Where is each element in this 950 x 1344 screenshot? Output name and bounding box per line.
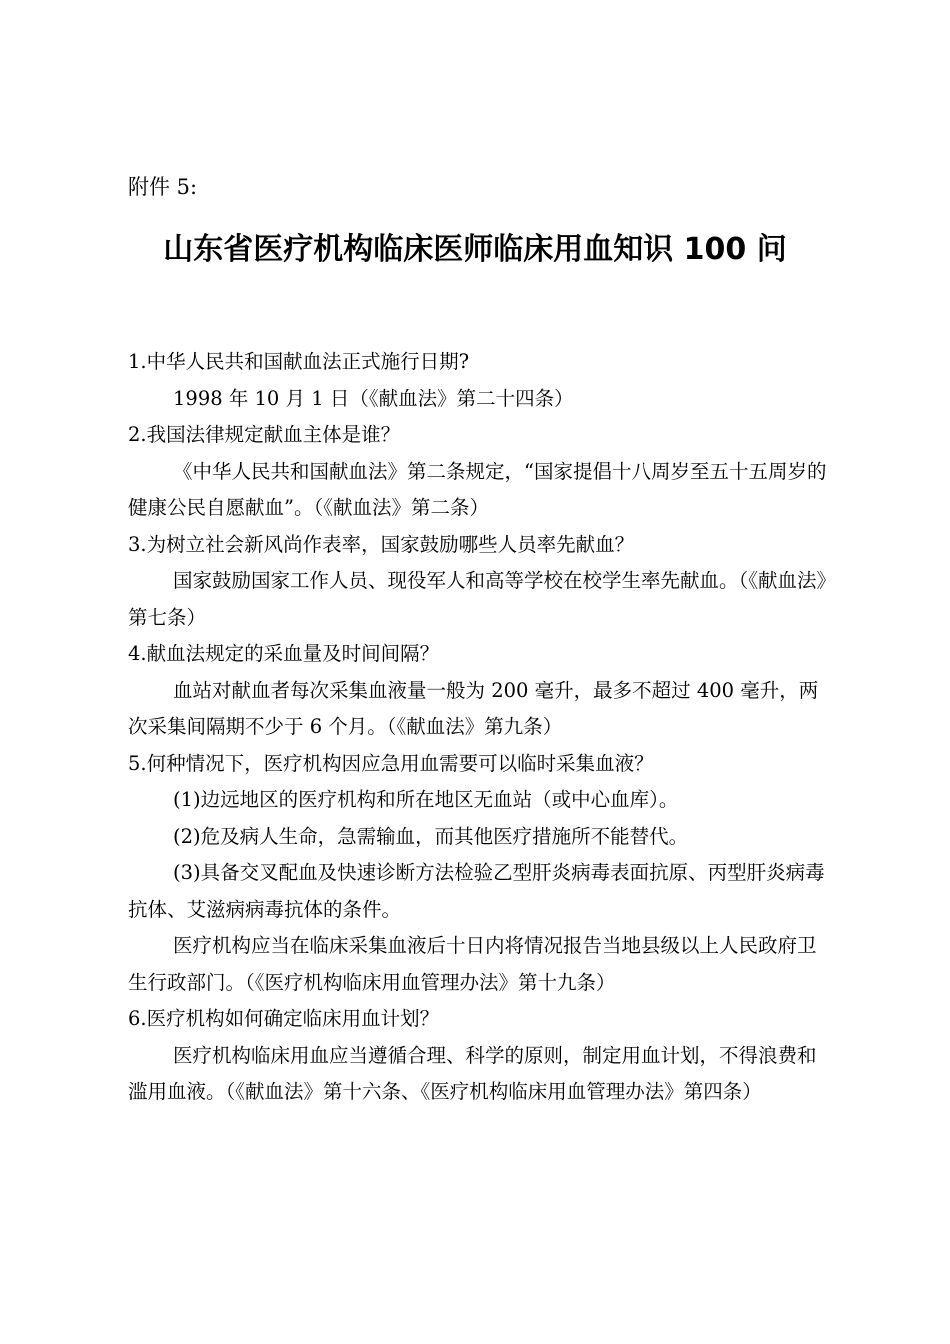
- answer-5-part-3: (3)具备交叉配血及快速诊断方法检验乙型肝炎病毒表面抗原、丙型肝炎病毒抗体、艾滋病病毒抗体的条件。: [128, 861, 825, 921]
- question-1: 1.中华人民共和国献血法正式施行日期?: [128, 350, 470, 373]
- answer-4: 血站对献血者每次采集血液量一般为 200 毫升，最多不超过 400 毫升，两次采集间隔期不少于 6 个月。（《献血法》第九条）: [128, 678, 819, 738]
- qa-list: [128, 344, 828, 1111]
- answer-5-part-2: (2)危及病人生命，急需输血，而其他医疗措施所不能替代。: [173, 824, 689, 848]
- answer-3: 国家鼓励国家工作人员、现役军人和高等学校在校学生率先献血。（《献血法》第七条）: [128, 569, 827, 629]
- question-3: 3.为树立社会新风尚作表率，国家鼓励哪些人员率先献血？: [128, 532, 635, 556]
- answer-1: 1998 年 10 月 1 日（《献血法》第二十四条）: [173, 386, 574, 410]
- answer-2: 《中华人民共和国献血法》第二条规定，“国家提倡十八周岁至五十五周岁的健康公民自愿献血”。（《献血法》第二条）: [128, 459, 827, 519]
- answer-5-part-4: 医疗机构应当在临床采集血液后十日内将情况报告当地县级以上人民政府卫生行政部门。（《医疗机构临床用血管理办法》第十九条）: [128, 934, 817, 994]
- question-5: 5.何种情况下，医疗机构因应急用血需要可以临时采集血液？: [128, 751, 654, 775]
- attachment-label: 附件 5:: [128, 175, 198, 199]
- question-4: 4.献血法规定的采血量及时间间隔？: [128, 642, 440, 665]
- answer-6: 医疗机构临床用血应当遵循合理、科学的原则，制定用血计划，不得浪费和滥用血液。（《献血法》第十六条、《医疗机构临床用血管理办法》第四条）: [128, 1043, 817, 1103]
- answer-5-part-1: (1)边远地区的医疗机构和所在地区无血站（或中心血库）。: [173, 788, 679, 811]
- document-title: 山东省医疗机构临床医师临床用血知识 100 问: [163, 232, 787, 267]
- question-6: 6.医疗机构如何确定临床用血计划？: [128, 1007, 440, 1030]
- question-2: 2.我国法律规定献血主体是谁？: [128, 423, 401, 446]
